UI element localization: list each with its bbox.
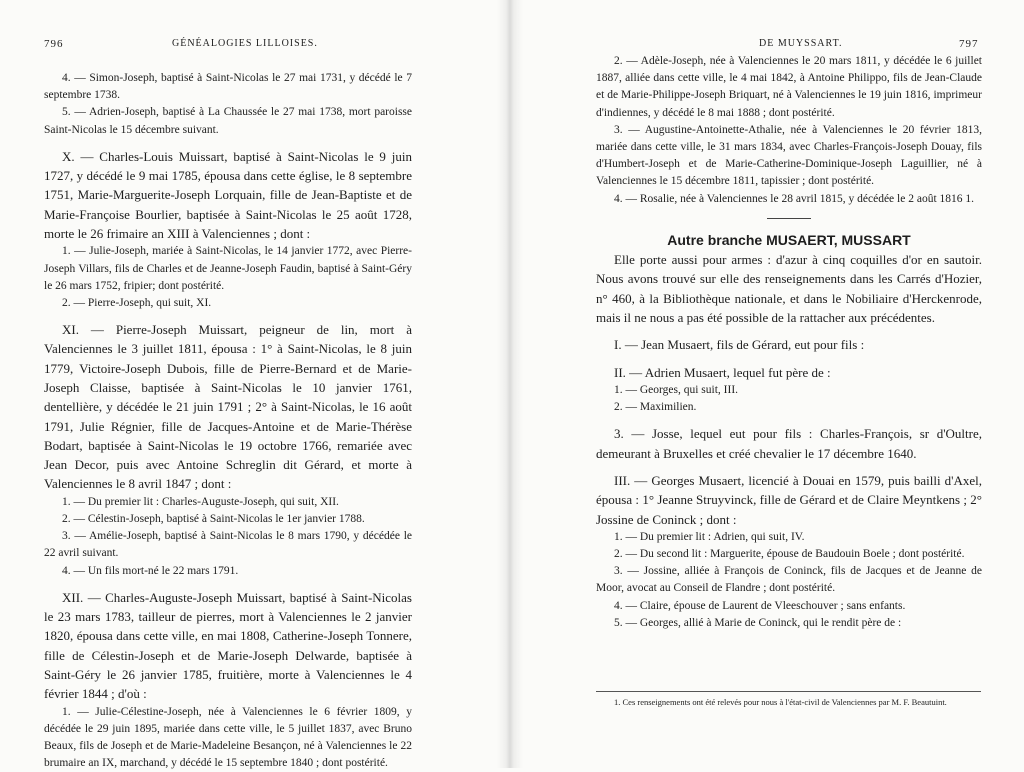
genealogy-sub-entry: 2. — Du second lit : Marguerite, épouse de Baudouin Boele ; dont postérité. [614,548,965,560]
right-top-entries [596,53,982,208]
paragraph-gap [44,312,412,320]
left-page [0,0,512,768]
paragraph-gap [44,139,412,147]
genealogy-sub-entry: 2. — Célestin-Joseph, baptisé à Saint-Nicolas le 1er janvier 1788. [62,512,365,525]
left-page-number: 796 [44,38,64,50]
genealogy-sub-entry: 5. — Georges, allié à Marie de Coninck, qui le rendit père de : [614,616,902,629]
genealogy-sub-entry: 1. — Georges, qui suit, III. [614,383,739,396]
left-running-head: GÉNÉALOGIES LILLOISES. [172,38,318,49]
genealogy-sub-entry: 4. — Simon-Joseph, baptisé à Saint-Nicolas le 27 mai 1731, y décédé le 7 septembre 1738. [44,72,412,102]
genealogy-sub-entry: 3. — Amélie-Joseph, baptisé à Saint-Nicolas le 8 mars 1790, y décédée le 22 avril suivant. [44,530,412,560]
genealogy-sub-entry: 1. — Du premier lit : Charles-Auguste-Joseph, qui suit, XII. [62,495,339,508]
genealogy-sub-entry: 1. — Julie-Joseph, mariée à Saint-Nicolas, le 14 janvier 1772, avec Pierre-Joseph Villars, fils de Charles et de Jeanne-Joseph Faudin, baptisé à Saint-Géry le 26 mars 1752, fripier; dont postérité. [44,245,412,292]
genealogy-sub-entry: 1. — Du premier lit : Adrien, qui suit, IV. [614,530,805,543]
genealogy-entry: XII. — Charles-Auguste-Joseph Muissart, baptisé à Saint-Nicolas le 23 mars 1783, tailleur de pierres, mort à Valenciennes le 2 janvier 1820, épousa dans cette ville, en mai 1808, Catherine-Joseph Tonnere, fille de Célestin-Joseph et de Marie-Joseph Delwarde, baptisée à Saint-Géry le 26 janvier 1785, fruitière, morte à Valenciennes le 4 février 1844 ; d'où : [44,589,412,702]
genealogy-sub-entry: 1. — Julie-Célestine-Joseph, née à Valenciennes le 6 février 1809, y décédée le 29 juin 1895, mariée dans cette ville, le 5 juillet 1837, avec Bruno Beaux, fils de Joseph et de Marie-Madeleine Besançon, né à Valenciennes le 22 brumaire an IX, marchand, y décédé le 15 septembre 1840 ; dont postérité. [44,705,412,770]
genealogy-sub-entry: 2. — Pierre-Joseph, qui suit, XI. [62,296,212,309]
right-running-head: DE MUYSSART. [759,38,843,49]
paragraph-gap [596,416,982,424]
right-page-number: 797 [959,38,979,50]
genealogy-entry: III. — Georges Musaert, licencié à Douai en 1579, puis bailli d'Axel, épousa : 1° Jeanne Struyvinck, fille de Gérard et de Claire Meyntkens ; 2° Jossine de Coninck ; dont : [596,472,982,527]
genealogy-sub-entry: 4. — Claire, épouse de Laurent de Vleeschouver ; sans enfants. [614,599,906,612]
section-divider [767,218,811,219]
genealogy-sub-entry: 4. — Un fils mort-né le 22 mars 1791. [62,564,239,577]
right-page-body [596,53,982,632]
genealogy-entry: 3. — Josse, lequel eut pour fils : Charles-François, sr d'Oultre, demeurant à Bruxelles et créé chevalier le 17 décembre 1640. [596,426,982,461]
genealogy-entry: XI. — Pierre-Joseph Muissart, peigneur de lin, mort à Valenciennes le 3 juillet 1811, épousa : 1° à Saint-Nicolas, le 8 juin 1779, Victoire-Joseph Dubois, fille de Pierre-Bernard et de Marie-Joseph Claisse, baptisée à Saint-Nicolas le 10 janvier 1761, dentellière, y décédée le 21 juin 1791 ; 2° à Saint-Nicolas, le 16 août 1791, Julie Régnier, fille de Jacques-Antoine et de Marie-Thérèse Bodart, baptisée à Saint-Nicolas le 19 octobre 1766, remariée avec Jean Decor, puis avec Antoine Schreglin dit Gérard, et morte à Valenciennes le 8 avril 1847 ; dont : [44,322,412,492]
right-bottom-entries [596,250,982,632]
genealogy-entry: X. — Charles-Louis Muissart, baptisé à Saint-Nicolas le 9 juin 1727, y décédé le 9 mai 1785, épousa dans cette église, le 8 septembre 1751, Marie-Marguerite-Joseph Lorquain, fille de Jean-Baptiste et de Marie-Françoise Bourlier, baptisée à Saint-Nicolas le 25 août 1728, morte le 26 frimaire an XIII à Valenciennes ; dont : [44,148,412,241]
genealogy-sub-entry: 3. — Augustine-Antoinette-Athalie, née à Valenciennes le 20 février 1813, mariée dans cette ville, le 31 mars 1834, avec Charles-François-Joseph Douay, fils d'Humbert-Joseph et de Marie-Catherine-Dominique-Joseph Laguillier, né à Valenciennes le 15 décembre 1811, tapissier ; dont postérité. [596,123,982,188]
footnote: 1. Ces renseignements ont été relevés pour nous à l'état-civil de Valenciennes par M. F. Beautuint. [614,697,947,707]
genealogy-sub-entry: 3. — Jossine, alliée à François de Coninck, fils de Jacques et de Jeanne de Moor, avocat au Conseil de Flandre ; dont postérité. [596,565,982,595]
genealogy-entry: II. — Adrien Musaert, lequel fut père de : [614,364,831,380]
footnote-area [596,691,982,708]
genealogy-entry: Elle porte aussi pour armes : d'azur à cinq coquilles d'or en sautoir. Nous avons trouvé sur elle des renseignements dans les Carrés d'Hozier, n° 460, à la Bibliothèque nationale, et dans le Nobiliaire d'Herckenrode, mais il ne nous a pas été possible de la rattacher aux précédentes. [596,252,982,326]
genealogy-sub-entry: 5. — Adrien-Joseph, baptisé à La Chaussée le 27 mai 1738, mort paroisse Saint-Nicolas le 15 décembre suivant. [44,106,412,136]
genealogy-entry: I. — Jean Musaert, fils de Gérard, eut pour fils : [614,337,865,353]
genealogy-sub-entry: 4. — Rosalie, née à Valenciennes le 28 avril 1815, y décédée le 2 août 1816 1. [614,192,975,205]
left-page-body [44,70,412,772]
paragraph-gap [596,327,982,335]
paragraph-gap [44,580,412,588]
genealogy-sub-entry: 2. — Maximilien. [614,401,697,414]
paragraph-gap [596,355,982,363]
paragraph-gap [596,463,982,471]
genealogy-sub-entry: 2. — Adèle-Joseph, née à Valenciennes le 20 mars 1811, y décédée le 6 juillet 1887, alliée dans cette ville, le 4 mai 1842, à Antoine Philippo, fils de Jean-Claude et de Marie-Philippe-Joseph Briquart, né à Valenciennes le 19 juin 1816, imprimeur d'indiennes, y décédé le 8 mai 1888 ; dont postérité. [596,55,982,119]
section-title: Autre branche MUSAERT, MUSSART [667,231,911,248]
footnote-rule [596,691,981,692]
